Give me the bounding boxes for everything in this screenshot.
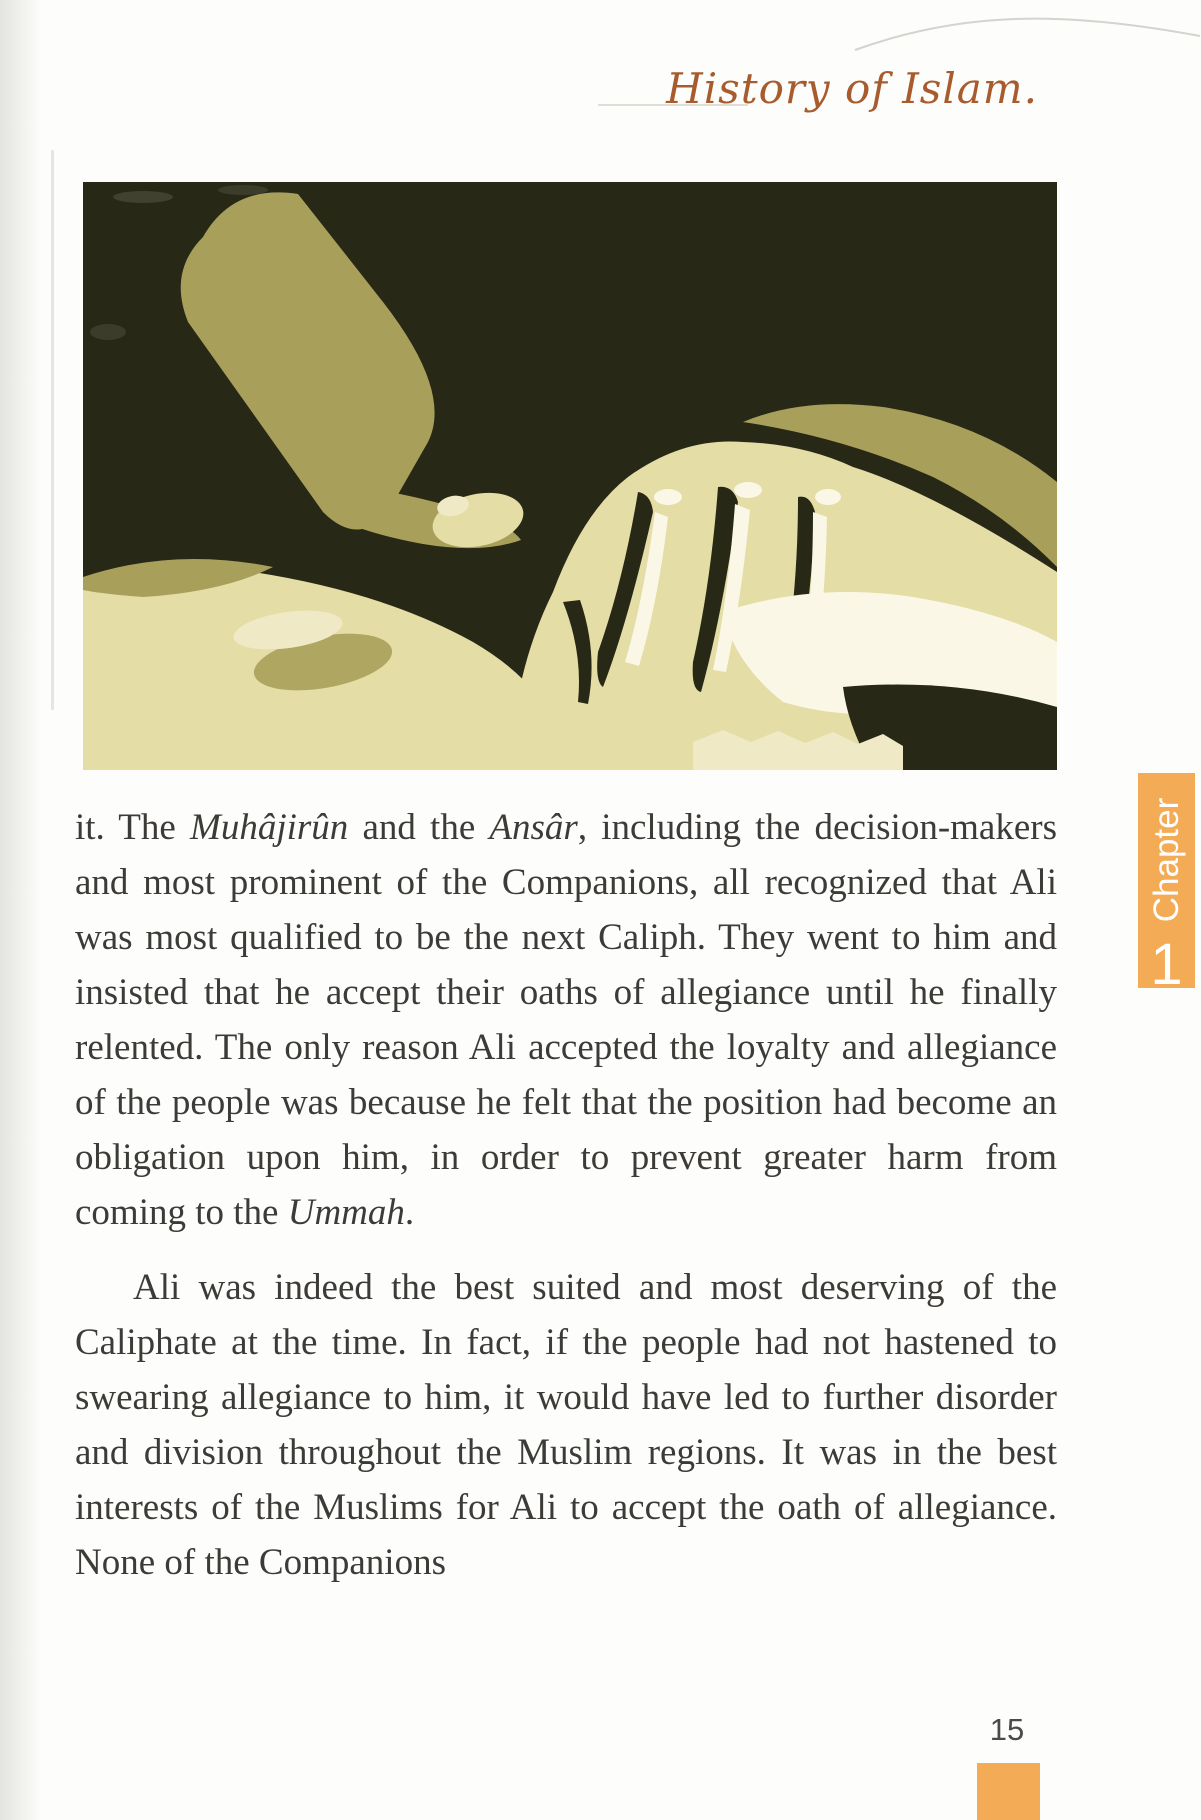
paragraph: Ali was indeed the best suited and most deserving of the Caliphate at the time. In fact, if the people had not hastened to swearing allegiance to him, it would have led to further disorder and division throughout the Muslim regions. It was in the best interests of the Muslims for Ali to accept the oath of allegiance. None of the Companions	[75, 1267, 1057, 1583]
page-number: 15	[989, 1712, 1025, 1747]
corner-accent-block	[977, 1763, 1040, 1820]
page-curl-line	[840, 0, 1201, 70]
chapter-tab	[1138, 773, 1195, 997]
left-edge-scan-shade	[0, 0, 42, 1820]
left-fold-line	[51, 150, 54, 710]
chapter-tab-number: 1	[1150, 932, 1183, 997]
hands-illustration	[83, 182, 1057, 770]
chapter-tab-label: Chapter	[1146, 797, 1186, 923]
hands-illustration-svg	[83, 182, 1057, 770]
paragraph: it. The Muhâjirûn and the Ansâr, including the decision-makers and most prominent of the Companions, all recognized that Ali was most qualified to be the next Caliph. They went to him and insisted that he accept their oaths of allegiance until he finally relented. The only reason Ali accepted the loyalty and allegiance of the people was because he felt that the position had become an obligation upon him, in order to prevent greater harm from coming to the Ummah.	[75, 807, 1057, 1233]
header-script-title: History of Islam.	[666, 64, 1038, 113]
body-text	[75, 800, 1057, 1590]
